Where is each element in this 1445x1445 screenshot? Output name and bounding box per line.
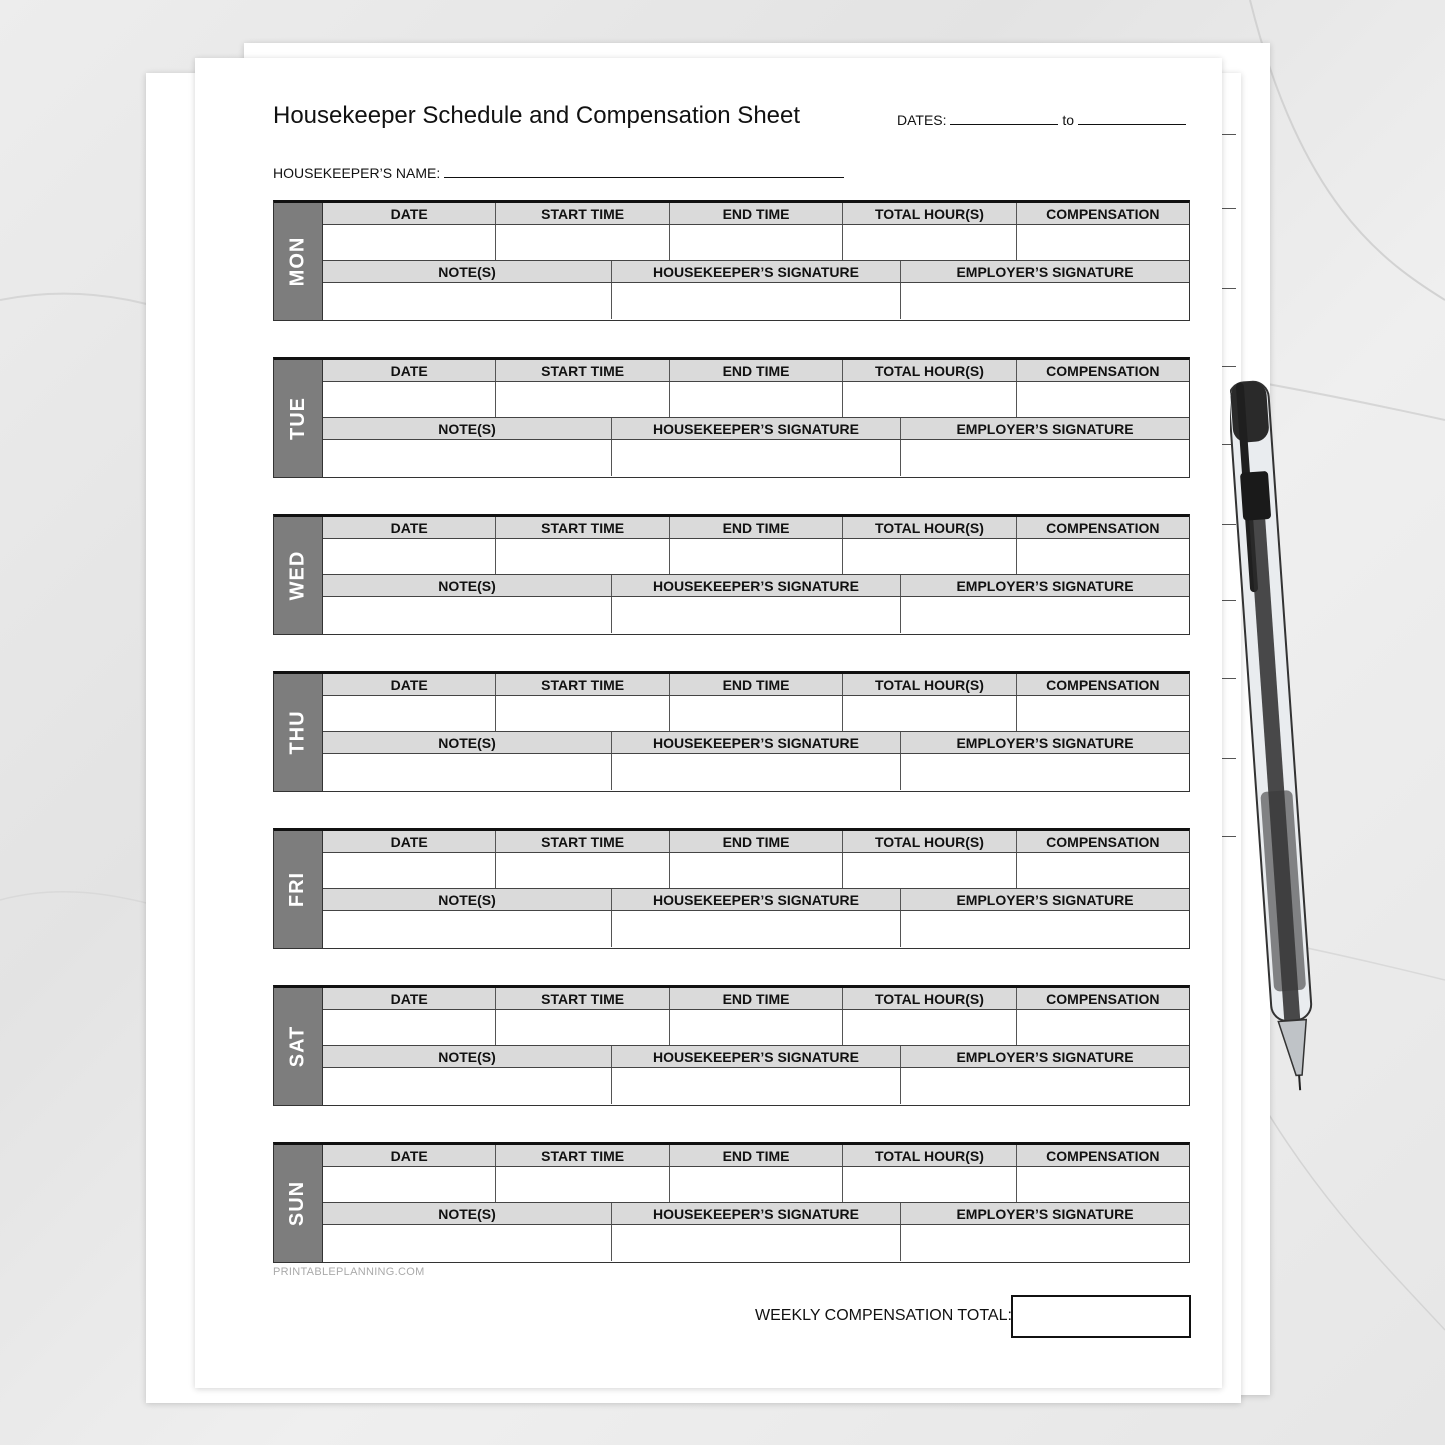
time-entry-row [323,382,1189,418]
entry-cell[interactable] [901,1225,1189,1261]
day-tab [274,360,322,477]
day-block-1 [273,357,1190,478]
entry-cell[interactable] [323,225,496,260]
entry-cell[interactable] [670,382,843,417]
signature-entry-row [323,1068,1189,1104]
entry-cell[interactable] [612,1225,901,1261]
column-header: TOTAL HOUR(S) [843,1145,1016,1166]
entry-cell[interactable] [901,911,1189,947]
signature-header-row [323,732,1189,754]
entry-cell[interactable] [1017,539,1189,574]
day-tab [274,988,322,1105]
day-block-4 [273,828,1190,949]
day-tab [274,1145,322,1262]
date-to-blank[interactable] [1078,112,1186,125]
column-header: EMPLOYER’S SIGNATURE [956,1205,1134,1222]
time-entry-row [323,225,1189,261]
signature-entry-row [323,754,1189,790]
column-header: EMPLOYER’S SIGNATURE [956,891,1134,908]
column-header: START TIME [496,1145,669,1166]
entry-cell[interactable] [323,1225,612,1261]
entry-cell[interactable] [323,911,612,947]
entry-cell[interactable] [612,283,901,319]
column-header: START TIME [496,831,669,852]
column-header: END TIME [670,360,843,381]
signature-entry-row [323,440,1189,476]
column-header: COMPENSATION [1046,362,1160,379]
column-header: END TIME [670,1145,843,1166]
entry-cell[interactable] [1017,853,1189,888]
column-header: DATE [323,1145,496,1166]
column-header: HOUSEKEEPER’S SIGNATURE [612,575,901,596]
column-header: COMPENSATION [1046,1147,1160,1164]
sheet-title: Housekeeper Schedule and Compensation Sheet [273,102,801,129]
schedule-sheet [195,58,1222,1388]
column-header: EMPLOYER’S SIGNATURE [956,263,1134,280]
signature-entry-row [323,911,1189,947]
entry-cell[interactable] [670,1010,843,1045]
entry-cell[interactable] [1017,1167,1189,1202]
column-header: START TIME [496,517,669,538]
housekeeper-name-field [273,165,844,181]
time-header-row [323,674,1189,696]
column-header: TOTAL HOUR(S) [843,988,1016,1009]
entry-cell[interactable] [496,696,669,731]
entry-cell[interactable] [901,283,1189,319]
entry-cell[interactable] [496,539,669,574]
column-header: DATE [323,831,496,852]
entry-cell[interactable] [323,539,496,574]
day-tab [274,517,322,634]
column-header: COMPENSATION [1046,676,1160,693]
entry-cell[interactable] [612,911,901,947]
entry-cell[interactable] [323,1068,612,1104]
time-header-row [323,517,1189,539]
housekeeper-name-label: HOUSEKEEPER’S NAME: [273,165,441,181]
column-header: START TIME [496,360,669,381]
column-header: END TIME [670,674,843,695]
day-block-2 [273,514,1190,635]
entry-cell[interactable] [323,440,612,476]
time-header-row [323,831,1189,853]
column-header: COMPENSATION [1046,833,1160,850]
entry-cell[interactable] [1017,382,1189,417]
column-header: EMPLOYER’S SIGNATURE [956,1048,1134,1065]
day-label: WED [286,550,309,601]
entry-cell[interactable] [612,440,901,476]
day-grid [322,203,1189,320]
entry-cell[interactable] [323,696,496,731]
entry-cell[interactable] [670,853,843,888]
column-header: START TIME [496,988,669,1009]
column-header: DATE [323,674,496,695]
entry-cell[interactable] [1017,1010,1189,1045]
time-entry-row [323,539,1189,575]
entry-cell[interactable] [670,539,843,574]
signature-entry-row [323,283,1189,319]
entry-cell[interactable] [496,382,669,417]
date-from-blank[interactable] [950,112,1058,125]
signature-header-row [323,575,1189,597]
column-header: HOUSEKEEPER’S SIGNATURE [612,261,901,282]
time-header-row [323,988,1189,1010]
entry-cell[interactable] [843,539,1016,574]
entry-cell[interactable] [670,225,843,260]
entry-cell[interactable] [323,1010,496,1045]
day-tab [274,203,322,320]
column-header: COMPENSATION [1046,519,1160,536]
column-header: TOTAL HOUR(S) [843,360,1016,381]
column-header: END TIME [670,517,843,538]
entry-cell[interactable] [901,440,1189,476]
day-grid [322,517,1189,634]
brand-watermark: PRINTABLEPLANNING.COM [273,1266,425,1278]
column-header: NOTE(S) [323,1046,612,1067]
entry-cell[interactable] [323,597,612,633]
column-header: DATE [323,203,496,224]
time-header-row [323,1145,1189,1167]
column-header: DATE [323,988,496,1009]
day-block-0 [273,200,1190,321]
entry-cell[interactable] [901,597,1189,633]
signature-entry-row [323,1225,1189,1261]
column-header: END TIME [670,988,843,1009]
entry-cell[interactable] [901,1068,1189,1104]
column-header: COMPENSATION [1046,990,1160,1007]
column-header: NOTE(S) [323,418,612,439]
column-header: DATE [323,360,496,381]
entry-cell[interactable] [323,382,496,417]
time-header-row [323,203,1189,225]
dates-label: DATES: [897,112,947,128]
column-header: TOTAL HOUR(S) [843,203,1016,224]
day-grid [322,1145,1189,1262]
housekeeper-name-blank[interactable] [444,165,844,178]
column-header: COMPENSATION [1046,205,1160,222]
entry-cell[interactable] [1017,696,1189,731]
entry-cell[interactable] [843,853,1016,888]
day-block-6 [273,1142,1190,1263]
entry-cell[interactable] [323,853,496,888]
entry-cell[interactable] [496,225,669,260]
signature-header-row [323,889,1189,911]
entry-cell[interactable] [843,1010,1016,1045]
day-grid [322,988,1189,1105]
entry-cell[interactable] [496,1010,669,1045]
day-label: FRI [286,871,309,908]
column-header: HOUSEKEEPER’S SIGNATURE [612,1046,901,1067]
entry-cell[interactable] [323,1167,496,1202]
entry-cell[interactable] [612,1068,901,1104]
entry-cell[interactable] [670,1167,843,1202]
entry-cell[interactable] [843,225,1016,260]
column-header: DATE [323,517,496,538]
day-label: SUN [286,1180,309,1227]
entry-cell[interactable] [670,696,843,731]
entry-cell[interactable] [612,754,901,790]
column-header: NOTE(S) [323,261,612,282]
column-header: HOUSEKEEPER’S SIGNATURE [612,732,901,753]
day-label: MON [286,236,309,287]
entry-cell[interactable] [496,853,669,888]
column-header: START TIME [496,674,669,695]
column-header: EMPLOYER’S SIGNATURE [956,577,1134,594]
day-label: SAT [286,1025,309,1068]
column-header: EMPLOYER’S SIGNATURE [956,734,1134,751]
day-label: THU [286,710,309,755]
column-header: NOTE(S) [323,889,612,910]
column-header: TOTAL HOUR(S) [843,517,1016,538]
column-header: START TIME [496,203,669,224]
entry-cell[interactable] [843,1167,1016,1202]
weekly-total-box[interactable] [1011,1295,1191,1338]
column-header: TOTAL HOUR(S) [843,674,1016,695]
time-entry-row [323,1010,1189,1046]
day-grid [322,674,1189,791]
signature-header-row [323,1046,1189,1068]
dates-field [897,112,1186,128]
column-header: NOTE(S) [323,1203,612,1224]
column-header: HOUSEKEEPER’S SIGNATURE [612,1203,901,1224]
entry-cell[interactable] [496,1167,669,1202]
day-tab [274,674,322,791]
time-header-row [323,360,1189,382]
entry-cell[interactable] [323,754,612,790]
signature-header-row [323,418,1189,440]
signature-header-row [323,261,1189,283]
column-header: HOUSEKEEPER’S SIGNATURE [612,418,901,439]
time-entry-row [323,696,1189,732]
column-header: NOTE(S) [323,732,612,753]
entry-cell[interactable] [612,597,901,633]
dates-to-label: to [1062,112,1074,128]
column-header: END TIME [670,203,843,224]
column-header: HOUSEKEEPER’S SIGNATURE [612,889,901,910]
entry-cell[interactable] [901,754,1189,790]
entry-cell[interactable] [323,283,612,319]
day-label: TUE [286,397,309,440]
day-grid [322,360,1189,477]
entry-cell[interactable] [843,382,1016,417]
pen-icon [1230,360,1350,1100]
column-header: END TIME [670,831,843,852]
signature-entry-row [323,597,1189,633]
column-header: EMPLOYER’S SIGNATURE [956,420,1134,437]
column-header: TOTAL HOUR(S) [843,831,1016,852]
day-tab [274,831,322,948]
entry-cell[interactable] [843,696,1016,731]
entry-cell[interactable] [1017,225,1189,260]
time-entry-row [323,1167,1189,1203]
column-header: NOTE(S) [323,575,612,596]
day-grid [322,831,1189,948]
weekly-total-label: WEEKLY COMPENSATION TOTAL: [755,1307,1012,1324]
signature-header-row [323,1203,1189,1225]
time-entry-row [323,853,1189,889]
day-block-3 [273,671,1190,792]
day-block-5 [273,985,1190,1106]
